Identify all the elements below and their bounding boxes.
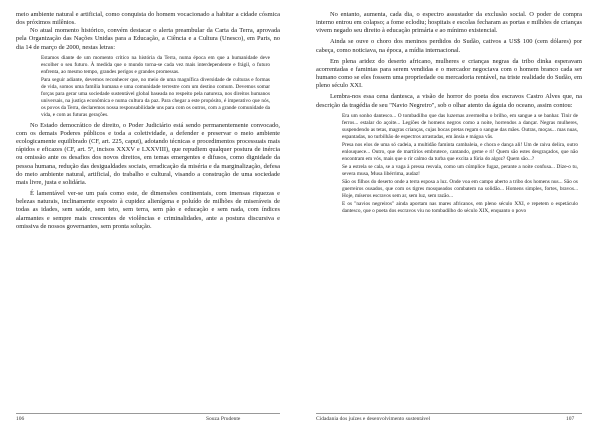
right-column bbox=[316, 11, 582, 215]
paragraph: meio ambiente natural e artificial, como conquista do homem vocacionado a habitar a cidade cósmica dos próximos milênios. bbox=[16, 11, 280, 27]
footer-rule bbox=[316, 413, 582, 414]
left-column bbox=[16, 11, 280, 231]
block-quote bbox=[41, 55, 270, 119]
quote-paragraph: São os filhos do deserto onde a terra esposa a luz. Onde voa em campo aberto a tribo dos homens nus... São os guerreiros ousados, que com os tigres mosqueados combatem na solidão... Homens simples, fortes, bravos... Hoje, míseros escravos sem ar, sem luz, sem razão... bbox=[342, 178, 578, 199]
running-head: Souza Prudente bbox=[206, 416, 241, 422]
paragraph: Em plena aridez do deserto africano, mulheres e crianças negras da tribo dinka esperavam acorrentadas e famintas para serem vendidas e o mercador negociava com o homem branco cada ser humano como se eles fossem uma propriedade ou mercadoria rentável, na triste realidade do Sudão, em pleno século XXI. bbox=[316, 57, 582, 90]
quote-paragraph: Era um sonho dantesco... O tombadilho que das luzernas avermelha o brilho, em sangue a se banhar. Tinir de ferros... estalar do açoite... Legiões de homens negros como a noite, horrendos a dançar. Negras mulheres, suspendendo as tetas, magras crianças, cujas bocas pretas regam o sangue das mães. Outras, moças... mas nuas, espantadas, no turbilhão de espectros arrastadas, em ânsia e mágoa vãs. bbox=[342, 112, 578, 140]
block-quote bbox=[342, 113, 578, 215]
quote-paragraph: E os "navios negreiros" ainda aportam nas mares africanos, em pleno século XXI, e repetem o espetáculo dantesco, que o poeta dos escravos viu no tombadilho do século XIX, enquanto o povo bbox=[342, 200, 578, 214]
page-number: 106 bbox=[16, 416, 25, 422]
page-number: 107 bbox=[566, 416, 575, 422]
paragraph: Lembra-nos essa cena dantesca, a visão de horror do poeta dos escravos Castro Alves que, na descrição da tragédia de seu "Navio Negreiro", sob o olhar atento da águia do oceano, assim contou: bbox=[316, 93, 582, 109]
quote-paragraph: Presa nos elos de uma só cadeia, a multidão faminta cambaleia, e chora e dança ali! Um de raiva delira, outro enlouquece... Outro, que de martírios embrutece, cantando, geme e ri! Quem são estes desgraçados, que não encontram em vós, mais que o rir calmo da turba que excita a fúria do algoz? Quem são...? bbox=[342, 141, 578, 162]
quote-paragraph: Para seguir adiante, devemos reconhecer que, no meio de uma magnífica diversidade de culturas e formas de vida, somos uma família humana e uma comunidade terrestre com um destino comum. Devemos somar forças para gerar uma sociedade sustentável global baseada no respeito pela natureza, nos direitos humanos universais, na justiça econômica e numa cultura da paz. Para chegar a este propósito, é imperativo que nós, os povos da Terra, declaremos nossa responsabilidade uns para com os outros, com a grande comunidade da vida, e com as futuras gerações. bbox=[41, 76, 270, 118]
paragraph: No Estado democrático de direito, o Poder Judiciário está sendo permanentemente convocado, com os demais Poderes públicos e toda a coletividade, a defender e preservar o meio ambiente ecologicamente equilibrado (CF, art. 225, caput), adotando técnicas e procedimentos processuais mais rápidos e eficazes (CF, art. 5º, incisos XXXV e LXXVIII), que repudiem qualquer postura de inércia ou omissão ante os desafios dos novos direitos, em temas emergentes e difusos, como dignidade da pessoa humana, redução das desigualdades sociais, erradicação da miséria e da marginalização, defesa do meio ambiente natural, artificial, do trabalho e cultural, visando a construção de uma sociedade mais livre, justa e solidária. bbox=[16, 121, 280, 186]
paragraph: É lamentável ver-se um país como este, de dimensões continentais, com imensas riquezas e belezas naturais, inclinamente exposto à cupidez alienígena e poluído de milhões de miseráveis de todas as idades, sem saúde, sem teto, sem terra, sem pão e educação e sem nada, com índices alarmantes e sempre mais crescentes de violências e criminalidades, ante a postura discursiva e omissiva de nossos governantes, sem pronta solução. bbox=[16, 190, 280, 230]
paragraph: Ainda se ouve o choro dos meninos perdidos do Sudão, cativos a US$ 100 (cem dólares) por cabeça, como noticiava, na época, a mídia internacional. bbox=[316, 38, 582, 54]
paragraph: No entanto, aumenta, cada dia, o espectro assustador da exclusão social. O poder de compra interno entrou em colapso; a fome eclodiu; hospitais e escolas fecharam as portas e milhões de crianças vivem negado seu direito à educação primária e ao mínimo existencial. bbox=[316, 11, 582, 35]
paragraph: No atual momento histórico, convém destacar o alerta preambular da Carta da Terra, aprovada pela Organização das Nações Unidas para a Educação, a Ciência e a Cultura (Unesco), em Paris, no dia 14 de março de 2000, nestas letras: bbox=[16, 27, 280, 51]
quote-paragraph: Se a estrela se cala, se a vaga à pressa resvala, como um cúmplice fugaz, perante a noite confusa... Dize-o tu, severa musa, Musa libérrima, audaz! bbox=[342, 163, 578, 177]
right-page bbox=[300, 0, 600, 444]
running-head: Cidadania dos juízes e desenvolvimento sustentável bbox=[316, 416, 431, 422]
quote-paragraph: Estamos diante de um momento crítico na história da Terra, numa época em que a humanidade deve escolher o seu futuro. À medida que o mundo torna-se cada vez mais interdependente e frágil, o futuro enfrenta, ao mesmo tempo, grandes perigos e grandes promessas. bbox=[41, 54, 270, 75]
footer-rule bbox=[16, 413, 280, 414]
